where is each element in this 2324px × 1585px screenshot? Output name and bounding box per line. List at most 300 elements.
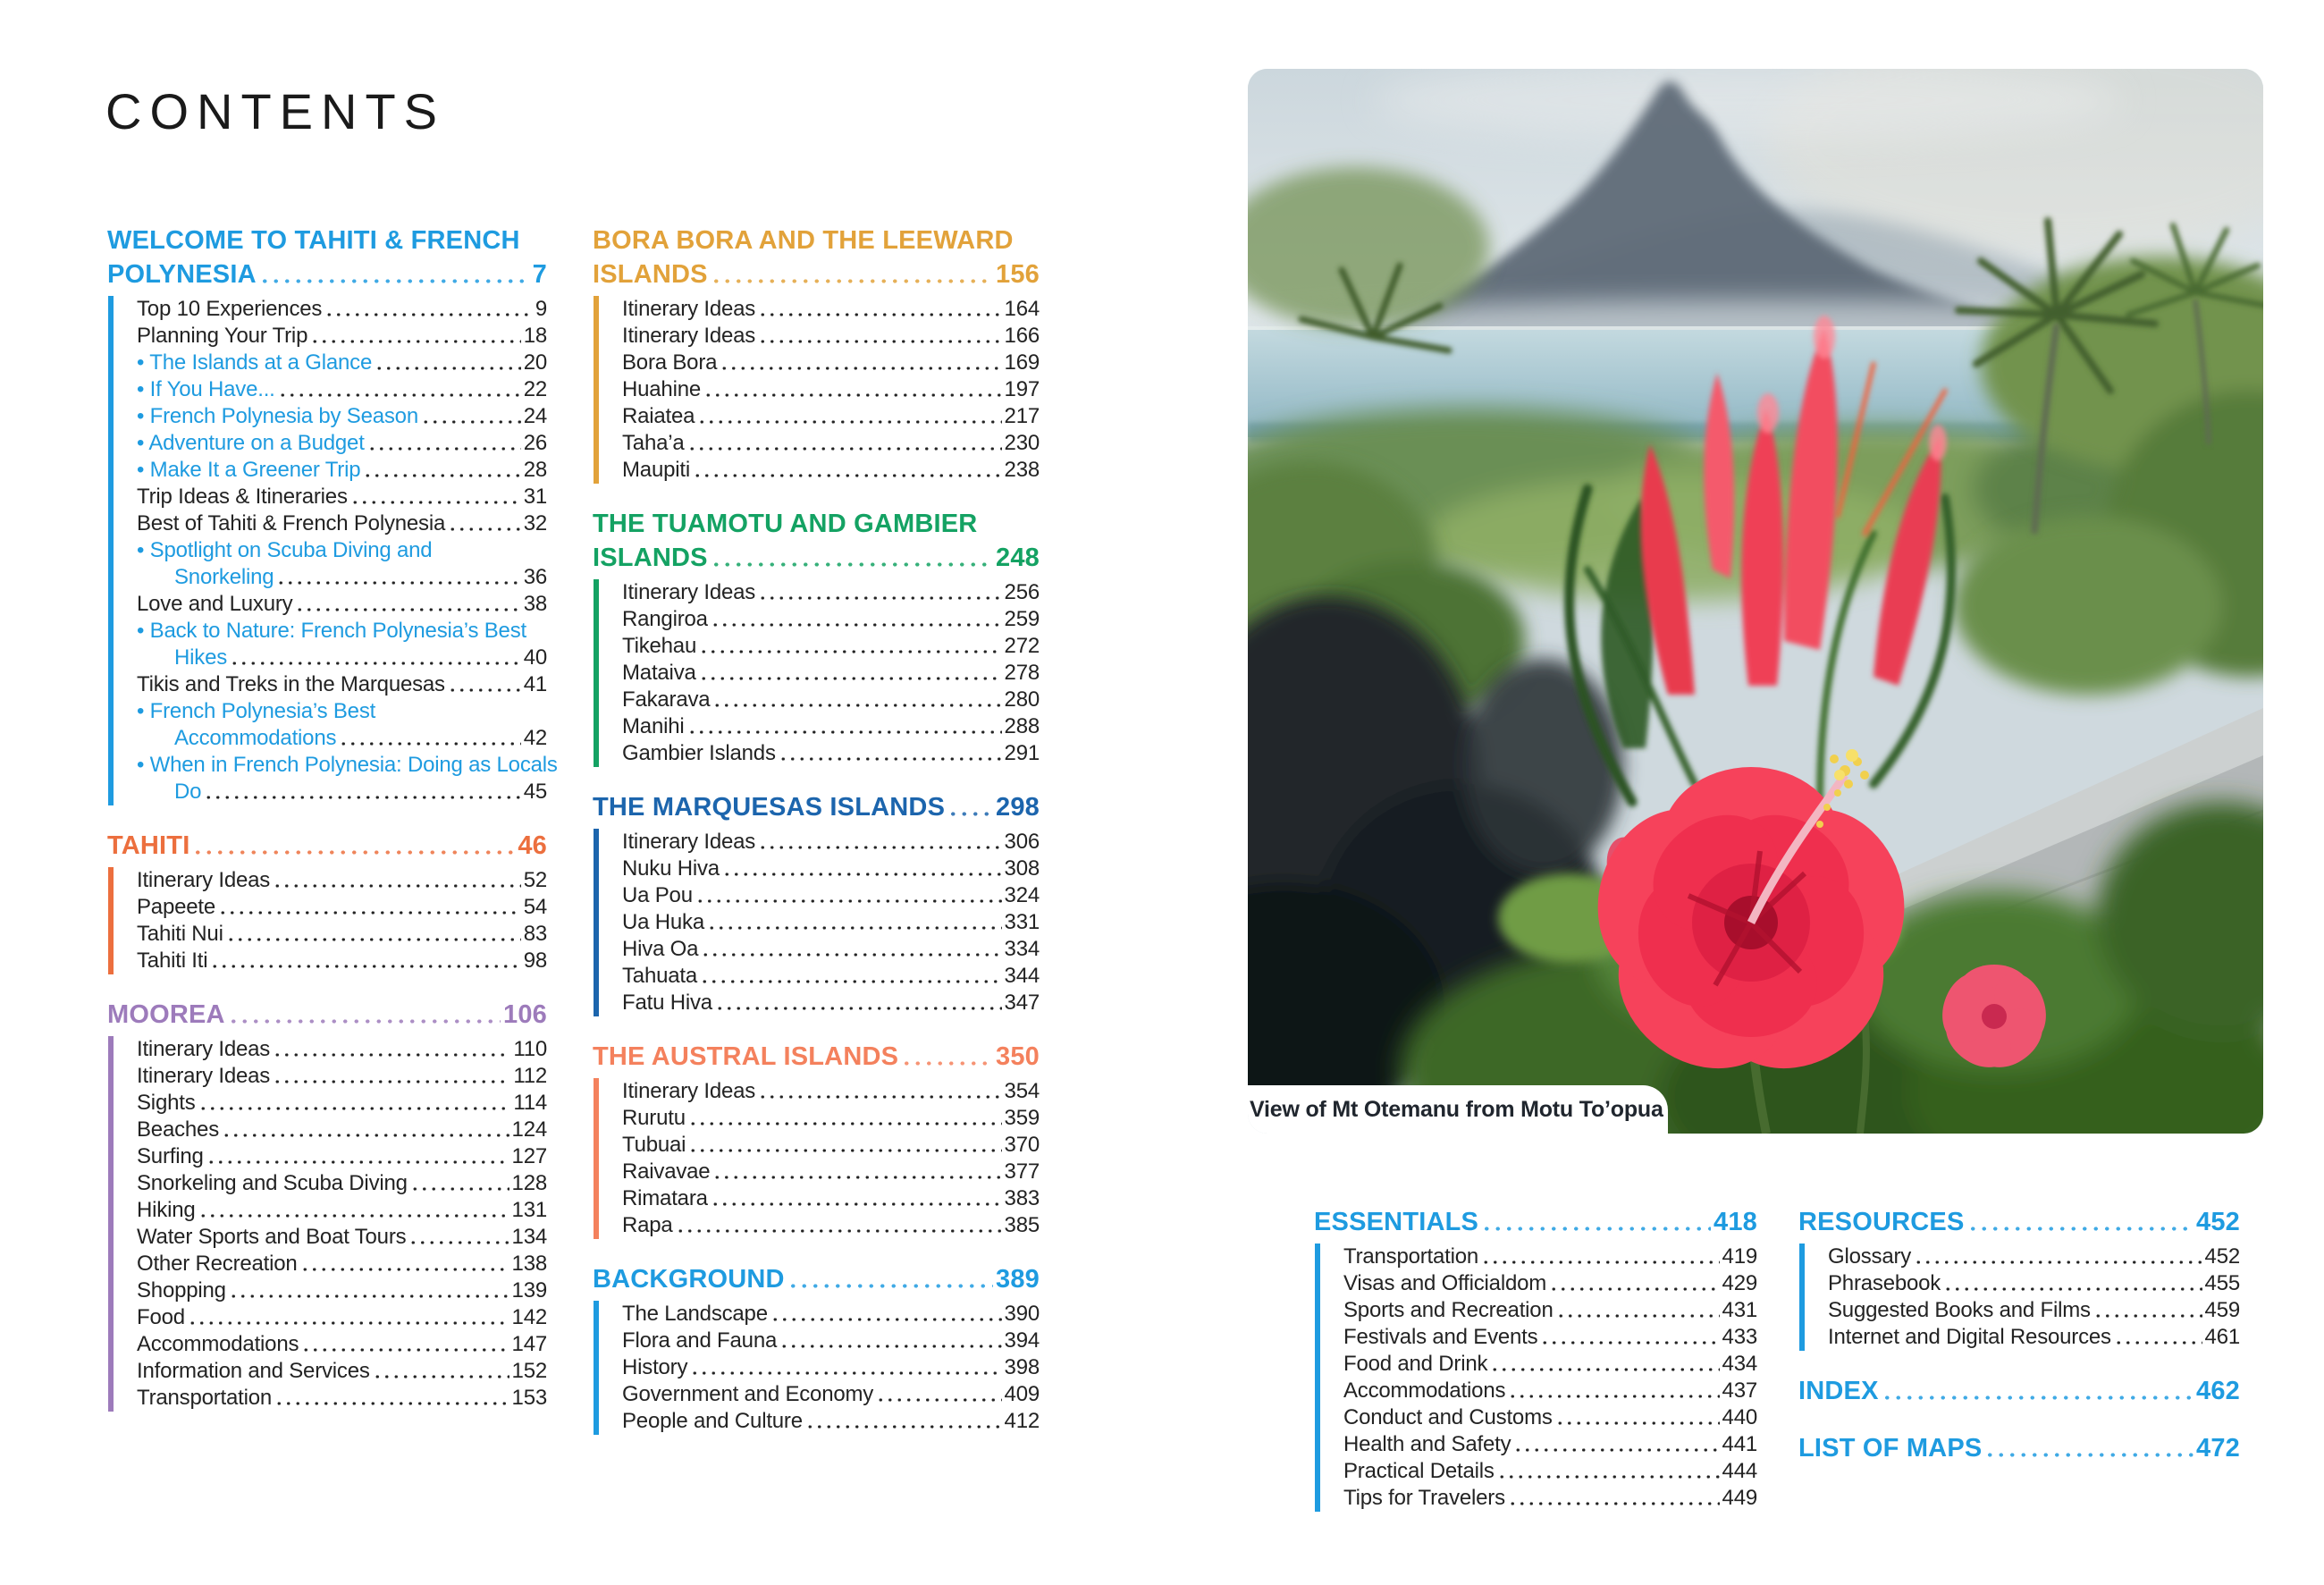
toc-item bbox=[622, 296, 1040, 323]
toc-item bbox=[137, 296, 547, 323]
toc-item bbox=[622, 963, 1040, 990]
entry-label: Hiking bbox=[137, 1198, 196, 1222]
section-title-text: ESSENTIALS bbox=[1314, 1208, 1479, 1236]
entry-label: Itinerary Ideas bbox=[137, 1064, 271, 1088]
section-title-text: INDEX bbox=[1798, 1377, 1879, 1405]
dot-leader bbox=[1508, 1383, 1719, 1404]
dot-leader bbox=[448, 677, 521, 698]
dot-leader bbox=[695, 888, 1002, 909]
page-number: 455 bbox=[2204, 1271, 2240, 1295]
section-title-text: THE AUSTRAL ISLANDS bbox=[593, 1042, 899, 1071]
toc-item bbox=[622, 829, 1040, 856]
toc-item bbox=[1343, 1404, 1757, 1431]
hero-photo bbox=[1248, 69, 2263, 1134]
entry-label: Government and Economy bbox=[622, 1382, 874, 1406]
entry-label: Transportation bbox=[1343, 1244, 1479, 1269]
page-number: 444 bbox=[1722, 1459, 1757, 1483]
page-number: 114 bbox=[513, 1091, 547, 1115]
entry-label: Rurutu bbox=[622, 1106, 686, 1130]
page-number: 306 bbox=[1004, 830, 1040, 854]
dot-leader bbox=[687, 435, 1002, 457]
section-title bbox=[593, 257, 1040, 291]
entry-label: Top 10 Experiences bbox=[137, 297, 323, 321]
dot-leader bbox=[350, 489, 521, 510]
toc-item bbox=[137, 1277, 547, 1304]
entry-label: Gambier Islands bbox=[622, 741, 776, 765]
dot-leader bbox=[715, 995, 1002, 1016]
entry-label: Itinerary Ideas bbox=[622, 830, 756, 854]
page-number: 217 bbox=[1004, 404, 1040, 428]
section-title-text: ISLANDS bbox=[593, 260, 708, 289]
dot-leader bbox=[701, 941, 1001, 963]
page-number: 106 bbox=[503, 1000, 547, 1029]
entry-label: Tikehau bbox=[622, 634, 697, 658]
page-number: 110 bbox=[513, 1037, 547, 1061]
dot-leader bbox=[700, 968, 1002, 990]
entry-label: Huahine bbox=[622, 377, 702, 401]
toc-item bbox=[137, 457, 547, 484]
entry-label: Trip Ideas & Itineraries bbox=[137, 485, 348, 509]
dot-leader bbox=[273, 1041, 510, 1063]
toc-section bbox=[1798, 1431, 2240, 1465]
dot-leader bbox=[703, 382, 1002, 403]
dot-leader bbox=[1497, 1463, 1720, 1485]
section-items bbox=[108, 296, 558, 805]
toc-section bbox=[593, 1040, 1040, 1239]
dot-leader bbox=[218, 899, 521, 921]
page-number: 461 bbox=[2204, 1325, 2240, 1349]
page-number: 124 bbox=[511, 1117, 547, 1142]
toc-item bbox=[137, 376, 547, 403]
page-number: 52 bbox=[523, 868, 547, 892]
dot-leader bbox=[787, 1269, 993, 1296]
dot-leader bbox=[2093, 1303, 2202, 1324]
dot-leader bbox=[758, 301, 1001, 323]
toc-item bbox=[1343, 1297, 1757, 1324]
page-number: 147 bbox=[511, 1332, 547, 1356]
page-number: 412 bbox=[1004, 1409, 1040, 1433]
page-number: 28 bbox=[523, 458, 547, 482]
entry-label: Taha’a bbox=[622, 431, 685, 455]
dot-leader bbox=[1914, 1249, 2202, 1270]
page-number: 22 bbox=[523, 377, 547, 401]
section-title: THE TUAMOTU AND GAMBIER bbox=[593, 510, 978, 538]
page-number: 127 bbox=[511, 1144, 547, 1168]
toc-item bbox=[137, 1143, 547, 1170]
page-number: 256 bbox=[1004, 580, 1040, 604]
page-number: 437 bbox=[1722, 1378, 1757, 1403]
dot-leader bbox=[226, 926, 521, 948]
toc-section bbox=[593, 790, 1040, 1016]
toc-item bbox=[137, 350, 547, 376]
dot-leader bbox=[1882, 1381, 2193, 1408]
page-number: 359 bbox=[1004, 1106, 1040, 1130]
toc-item bbox=[622, 1132, 1040, 1159]
dot-leader bbox=[1549, 1276, 1720, 1297]
toc-item-continued bbox=[137, 779, 547, 805]
dot-leader bbox=[188, 1310, 509, 1331]
entry-label: History bbox=[622, 1355, 688, 1379]
toc-item bbox=[622, 579, 1040, 606]
page-number: 398 bbox=[1004, 1355, 1040, 1379]
toc-item bbox=[1828, 1324, 2240, 1351]
entry-label: Maupiti bbox=[622, 458, 690, 482]
dot-leader bbox=[711, 1191, 1002, 1212]
entry-label: Tahiti Iti bbox=[137, 948, 208, 973]
page-number: 142 bbox=[511, 1305, 547, 1329]
section-items bbox=[594, 296, 1040, 484]
entry-label: • French Polynesia’s Best bbox=[137, 699, 376, 723]
page-number: 134 bbox=[511, 1225, 547, 1249]
dot-leader bbox=[779, 1333, 1001, 1354]
toc-section bbox=[593, 223, 1040, 484]
toc-item bbox=[622, 323, 1040, 350]
dot-leader bbox=[687, 719, 1002, 740]
dot-leader bbox=[2114, 1329, 2202, 1351]
dot-leader bbox=[758, 1083, 1001, 1105]
entry-label: Accommodations bbox=[174, 726, 337, 750]
page-number: 440 bbox=[1722, 1405, 1757, 1429]
toc-item bbox=[1828, 1270, 2240, 1297]
dot-leader bbox=[1984, 1438, 2193, 1465]
dot-leader bbox=[690, 1360, 1001, 1381]
toc-item bbox=[622, 1328, 1040, 1354]
toc-item bbox=[622, 1185, 1040, 1212]
section-items bbox=[594, 1078, 1040, 1239]
toc-item bbox=[1343, 1378, 1757, 1404]
entry-label: Phrasebook bbox=[1828, 1271, 1941, 1295]
toc-item-continued bbox=[137, 645, 547, 671]
section-title-text: ISLANDS bbox=[593, 544, 708, 572]
section-title-text: THE MARQUESAS ISLANDS bbox=[593, 793, 946, 822]
dot-leader bbox=[278, 382, 521, 403]
entry-label: • When in French Polynesia: Doing as Locals bbox=[137, 753, 558, 777]
page-number: 385 bbox=[1004, 1213, 1040, 1237]
toc-item bbox=[622, 990, 1040, 1016]
dot-leader bbox=[707, 915, 1002, 936]
entry-label: Practical Details bbox=[1343, 1459, 1495, 1483]
section-title-text: MOOREA bbox=[107, 1000, 225, 1029]
page-number: 390 bbox=[1004, 1302, 1040, 1326]
toc-item bbox=[137, 1358, 547, 1385]
toc-item bbox=[137, 1197, 547, 1224]
page-number: 324 bbox=[1004, 883, 1040, 907]
toc-item bbox=[137, 867, 547, 894]
toc-item bbox=[137, 1170, 547, 1197]
entry-label: Health and Safety bbox=[1343, 1432, 1511, 1456]
page-number: 152 bbox=[511, 1359, 547, 1383]
toc-item bbox=[622, 713, 1040, 740]
entry-label: Mataiva bbox=[622, 661, 696, 685]
section-title bbox=[107, 998, 547, 1032]
entry-label: Nuku Hiva bbox=[622, 856, 720, 881]
page-title: CONTENTS bbox=[105, 83, 445, 139]
toc-section bbox=[107, 223, 558, 805]
toc-item bbox=[1343, 1431, 1757, 1458]
dot-leader bbox=[324, 301, 533, 323]
section-title bbox=[107, 257, 547, 291]
section-items bbox=[594, 1301, 1040, 1435]
page-number: 347 bbox=[1004, 991, 1040, 1015]
entry-label: Ua Pou bbox=[622, 883, 693, 907]
page-number: 394 bbox=[1004, 1328, 1040, 1353]
page-number: 112 bbox=[513, 1064, 547, 1088]
page-number: 449 bbox=[1722, 1486, 1757, 1510]
entry-label: Food and Drink bbox=[1343, 1352, 1488, 1376]
page-number: 331 bbox=[1004, 910, 1040, 934]
entry-label: Rangiroa bbox=[622, 607, 708, 631]
dot-leader bbox=[1967, 1212, 2194, 1239]
page-number: 128 bbox=[511, 1171, 547, 1195]
toc-column-left bbox=[107, 223, 558, 1435]
page-number: 24 bbox=[523, 404, 547, 428]
toc-item-continued bbox=[137, 564, 547, 591]
entry-label: Sights bbox=[137, 1091, 196, 1115]
entry-label: Conduct and Customs bbox=[1343, 1405, 1553, 1429]
toc-item bbox=[137, 1304, 547, 1331]
section-title bbox=[593, 1040, 1040, 1074]
section-title: WELCOME TO TAHITI & FRENCH bbox=[107, 226, 520, 255]
page-number: 334 bbox=[1004, 937, 1040, 961]
dot-leader bbox=[198, 1095, 511, 1117]
page-number: 383 bbox=[1004, 1186, 1040, 1210]
page-number: 169 bbox=[1004, 350, 1040, 375]
dot-leader bbox=[1481, 1249, 1719, 1270]
toc-item bbox=[137, 671, 547, 698]
page-number: 280 bbox=[1004, 687, 1040, 712]
toc-item bbox=[622, 882, 1040, 909]
section-title bbox=[1798, 1374, 2240, 1408]
entry-label: Snorkeling and Scuba Diving bbox=[137, 1171, 408, 1195]
dot-leader bbox=[1490, 1356, 1719, 1378]
toc-item bbox=[622, 1408, 1040, 1435]
toc-item bbox=[622, 633, 1040, 660]
dot-leader bbox=[805, 1413, 1002, 1435]
entry-label: Itinerary Ideas bbox=[622, 1079, 756, 1103]
dot-leader bbox=[410, 1176, 509, 1197]
toc-item bbox=[137, 921, 547, 948]
page-number: 36 bbox=[523, 565, 547, 589]
entry-label: Sports and Recreation bbox=[1343, 1298, 1554, 1322]
section-title bbox=[593, 1262, 1040, 1296]
dot-leader bbox=[210, 953, 520, 974]
toc-section bbox=[107, 998, 547, 1412]
dot-leader bbox=[947, 797, 993, 824]
page-number: 409 bbox=[1004, 1382, 1040, 1406]
entry-label: Surfing bbox=[137, 1144, 204, 1168]
section-title bbox=[1798, 1431, 2240, 1465]
entry-label: Tubuai bbox=[622, 1133, 686, 1157]
dot-leader bbox=[300, 1256, 509, 1277]
toc-item bbox=[137, 1224, 547, 1251]
entry-label: Accommodations bbox=[1343, 1378, 1506, 1403]
dot-leader bbox=[697, 409, 1001, 430]
toc-section bbox=[1798, 1205, 2240, 1351]
entry-label: Fakarava bbox=[622, 687, 711, 712]
page-number: 166 bbox=[1004, 324, 1040, 348]
page-number: 139 bbox=[511, 1278, 547, 1303]
entry-label: Love and Luxury bbox=[137, 592, 293, 616]
toc-item bbox=[1343, 1458, 1757, 1485]
page-number: 26 bbox=[523, 431, 547, 455]
toc-item bbox=[622, 1159, 1040, 1185]
page-number: 288 bbox=[1004, 714, 1040, 738]
entry-label: Fatu Hiva bbox=[622, 991, 712, 1015]
page-number: 156 bbox=[996, 260, 1040, 289]
dot-leader bbox=[373, 1363, 509, 1385]
dot-leader bbox=[901, 1047, 993, 1074]
entry-label: Manihi bbox=[622, 714, 685, 738]
toc-item bbox=[622, 1354, 1040, 1381]
page-number: 452 bbox=[2196, 1208, 2240, 1236]
page-number: 308 bbox=[1004, 856, 1040, 881]
entry-label: Hikes bbox=[174, 645, 228, 670]
entry-label: • The Islands at a Glance bbox=[137, 350, 373, 375]
section-title: BORA BORA AND THE LEEWARD bbox=[593, 226, 1014, 255]
entry-label: Best of Tahiti & French Polynesia bbox=[137, 511, 446, 535]
page-number: 7 bbox=[532, 260, 547, 289]
toc-item bbox=[622, 856, 1040, 882]
page-number: 441 bbox=[1722, 1432, 1757, 1456]
toc-item bbox=[137, 510, 547, 537]
toc-item bbox=[137, 1063, 547, 1090]
toc-item bbox=[1343, 1485, 1757, 1512]
entry-label: Rapa bbox=[622, 1213, 673, 1237]
entry-label: Papeete bbox=[137, 895, 216, 919]
page-number: 31 bbox=[523, 485, 547, 509]
entry-label: Raivavae bbox=[622, 1159, 711, 1184]
dot-leader bbox=[273, 1068, 510, 1090]
dot-leader bbox=[699, 665, 1002, 687]
page-number: 354 bbox=[1004, 1079, 1040, 1103]
toc-item bbox=[1343, 1270, 1757, 1297]
dot-leader bbox=[711, 548, 993, 575]
toc-item bbox=[137, 1090, 547, 1117]
page-number: 298 bbox=[996, 793, 1040, 822]
page-number: 278 bbox=[1004, 661, 1040, 685]
dot-leader bbox=[408, 1229, 509, 1251]
entry-label: People and Culture bbox=[622, 1409, 803, 1433]
page-number: 272 bbox=[1004, 634, 1040, 658]
toc-item bbox=[622, 1381, 1040, 1408]
toc-item bbox=[137, 894, 547, 921]
dot-leader bbox=[192, 836, 515, 863]
photo-caption-box bbox=[1248, 1085, 1668, 1134]
page-number: 472 bbox=[2196, 1434, 2240, 1463]
entry-label: Flora and Fauna bbox=[622, 1328, 778, 1353]
toc-item bbox=[1343, 1351, 1757, 1378]
entry-label: Suggested Books and Films bbox=[1828, 1298, 2091, 1322]
toc-item bbox=[622, 936, 1040, 963]
entry-label: Water Sports and Boat Tours bbox=[137, 1225, 407, 1249]
dot-leader bbox=[876, 1387, 1001, 1408]
page-number: 164 bbox=[1004, 297, 1040, 321]
toc-item bbox=[622, 457, 1040, 484]
dot-leader bbox=[688, 1137, 1001, 1159]
dot-leader bbox=[722, 861, 1002, 882]
entry-label: Raiatea bbox=[622, 404, 695, 428]
toc-item bbox=[622, 1105, 1040, 1132]
entry-label: Itinerary Ideas bbox=[137, 868, 271, 892]
section-items bbox=[594, 829, 1040, 1016]
toc-item bbox=[137, 618, 547, 645]
dot-leader bbox=[712, 1164, 1001, 1185]
page-number: 429 bbox=[1722, 1271, 1757, 1295]
page-number: 197 bbox=[1004, 377, 1040, 401]
page-number: 452 bbox=[2204, 1244, 2240, 1269]
page-number: 41 bbox=[523, 672, 547, 696]
dot-leader bbox=[295, 596, 520, 618]
page-number: 434 bbox=[1722, 1352, 1757, 1376]
dot-leader bbox=[421, 409, 521, 430]
page-number: 344 bbox=[1004, 964, 1040, 988]
page-number: 138 bbox=[511, 1252, 547, 1276]
toc-item bbox=[137, 698, 547, 725]
page-number: 370 bbox=[1004, 1133, 1040, 1157]
entry-label: Ua Huka bbox=[622, 910, 704, 934]
entry-label: Tips for Travelers bbox=[1343, 1486, 1505, 1510]
dot-leader bbox=[273, 873, 521, 894]
dot-leader bbox=[204, 784, 520, 805]
page-number: 20 bbox=[523, 350, 547, 375]
toc-item bbox=[137, 1036, 547, 1063]
entry-label: Itinerary Ideas bbox=[622, 324, 756, 348]
toc-item bbox=[137, 591, 547, 618]
toc-item bbox=[137, 1117, 547, 1143]
photo-caption: View of Mt Otemanu from Motu To’opua bbox=[1250, 1096, 1663, 1122]
section-title bbox=[107, 829, 547, 863]
entry-label: Planning Your Trip bbox=[137, 324, 308, 348]
section-title-text: POLYNESIA bbox=[107, 260, 257, 289]
dot-leader bbox=[206, 1149, 509, 1170]
section-items bbox=[108, 867, 547, 974]
toc-item bbox=[137, 403, 547, 430]
entry-label: Other Recreation bbox=[137, 1252, 298, 1276]
section-items bbox=[1315, 1244, 1757, 1512]
page-number: 389 bbox=[996, 1265, 1040, 1294]
toc-item-continued bbox=[137, 725, 547, 752]
toc-item bbox=[622, 1212, 1040, 1239]
dot-leader bbox=[758, 328, 1001, 350]
toc-item bbox=[137, 323, 547, 350]
page-number: 32 bbox=[523, 511, 547, 535]
dot-leader bbox=[712, 692, 1001, 713]
toc-column-middle bbox=[593, 223, 1040, 1458]
dot-leader bbox=[259, 265, 530, 291]
section-title-text: RESOURCES bbox=[1798, 1208, 1965, 1236]
entry-label: Tahiti Nui bbox=[137, 922, 223, 946]
dot-leader bbox=[770, 1306, 1002, 1328]
toc-item bbox=[622, 909, 1040, 936]
entry-label: Transportation bbox=[137, 1386, 273, 1410]
toc-section bbox=[593, 507, 1040, 767]
entry-label: • Spotlight on Scuba Diving and bbox=[137, 538, 433, 562]
section-title bbox=[1798, 1205, 2240, 1239]
entry-label: Visas and Officialdom bbox=[1343, 1271, 1547, 1295]
toc-item bbox=[622, 403, 1040, 430]
section-title bbox=[593, 790, 1040, 824]
dot-leader bbox=[699, 638, 1001, 660]
page-number: 377 bbox=[1004, 1159, 1040, 1184]
dot-leader bbox=[363, 462, 520, 484]
page-number: 98 bbox=[523, 948, 547, 973]
dot-leader bbox=[198, 1202, 509, 1224]
dot-leader bbox=[222, 1122, 509, 1143]
entry-label: Food bbox=[137, 1305, 185, 1329]
dot-leader bbox=[448, 516, 521, 537]
toc-item bbox=[137, 752, 558, 779]
toc-item bbox=[1828, 1244, 2240, 1270]
